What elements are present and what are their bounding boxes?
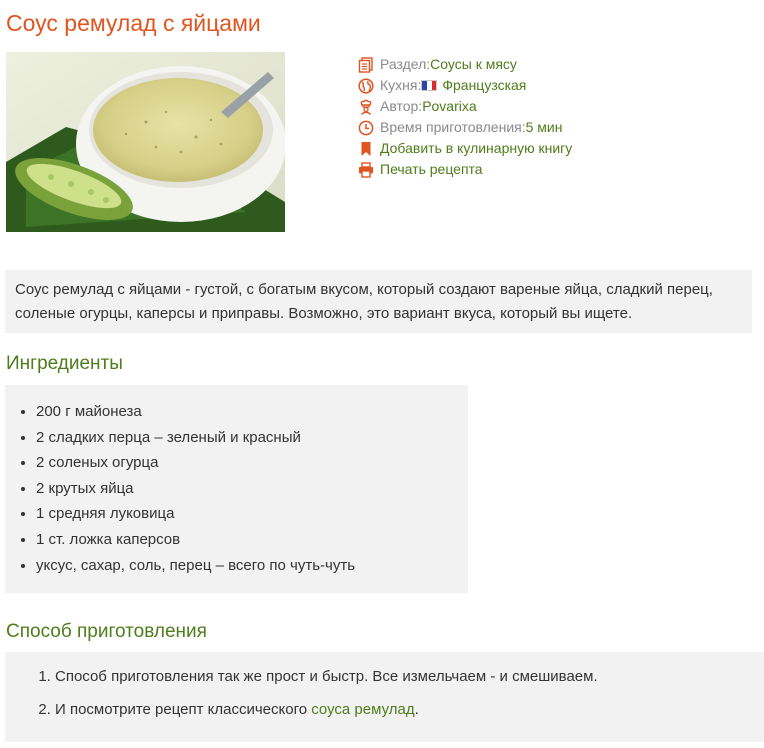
print-recipe-link[interactable]: Печать рецепта: [380, 161, 483, 177]
method-heading: Способ приготовления: [6, 621, 207, 642]
meta-time: [358, 117, 572, 138]
ingredient-item: • 1 ст. ложка каперсов: [36, 527, 468, 553]
meta-cuisine: [358, 75, 572, 96]
meta-time-label: Время приготовления:: [380, 119, 526, 135]
section-link[interactable]: Соусы к мясу: [430, 56, 517, 72]
ingredient-item: • 1 средняя луковица: [36, 501, 468, 527]
ingredients-list: [5, 399, 468, 578]
remoulade-recipe-link[interactable]: соуса ремулад: [311, 701, 415, 718]
step-2-prefix: И посмотрите рецепт классического: [55, 701, 312, 718]
meta-add-book[interactable]: [358, 138, 572, 159]
ingredient-item: • 2 крутых яйца: [36, 476, 468, 502]
method-box: [5, 652, 764, 742]
recipe-intro: Соус ремулад с яйцами - густой, с богатым вкусом, который создают вареные яйца, сладкий перец, соленые огурцы, каперсы и приправы. Возможно, это вариант вкуса, который вы ищете.: [5, 270, 752, 333]
page-title: Соус ремулад с яйцами: [6, 10, 261, 36]
meta-section-label: Раздел:: [380, 56, 431, 72]
cuisine-link[interactable]: Французская: [442, 77, 527, 93]
meta-author: [358, 96, 572, 117]
step-2-suffix: .: [414, 701, 419, 718]
method-steps: [5, 660, 764, 726]
chef-icon: [358, 99, 374, 115]
step-1-text: Способ приготовления так же прост и быстр. Все измельчаем - и смешиваем.: [55, 668, 598, 685]
recipe-photo: [6, 52, 285, 232]
recipe-meta: [358, 54, 572, 180]
bookmark-icon: [358, 141, 374, 157]
printer-icon: [358, 162, 374, 178]
ingredient-item: • 2 сладких перца – зеленый и красный: [36, 425, 468, 451]
ingredient-item: • 200 г майонеза: [36, 399, 468, 425]
globe-icon: [358, 78, 374, 94]
ingredients-heading: Ингредиенты: [6, 353, 123, 374]
meta-time-value: 5 мин: [525, 119, 563, 135]
sauce-bowl-icon: [6, 52, 285, 232]
author-link[interactable]: Povarixa: [422, 98, 477, 114]
ingredients-box: [5, 385, 468, 593]
meta-author-label: Автор:: [380, 98, 423, 114]
add-to-cookbook-link[interactable]: Добавить в кулинарную книгу: [380, 140, 573, 156]
meta-section: [358, 54, 572, 75]
meta-cuisine-label: Кухня:: [380, 77, 422, 93]
ingredient-item: • уксус, сахар, соль, перец – всего по чуть-чуть: [36, 553, 468, 579]
method-step: [55, 693, 764, 726]
clock-icon: [358, 120, 374, 136]
method-step: [55, 660, 764, 693]
ingredient-item: • 2 соленых огурца: [36, 450, 468, 476]
meta-print[interactable]: [358, 159, 572, 180]
documents-icon: [358, 57, 374, 73]
france-flag-icon: [421, 80, 437, 91]
